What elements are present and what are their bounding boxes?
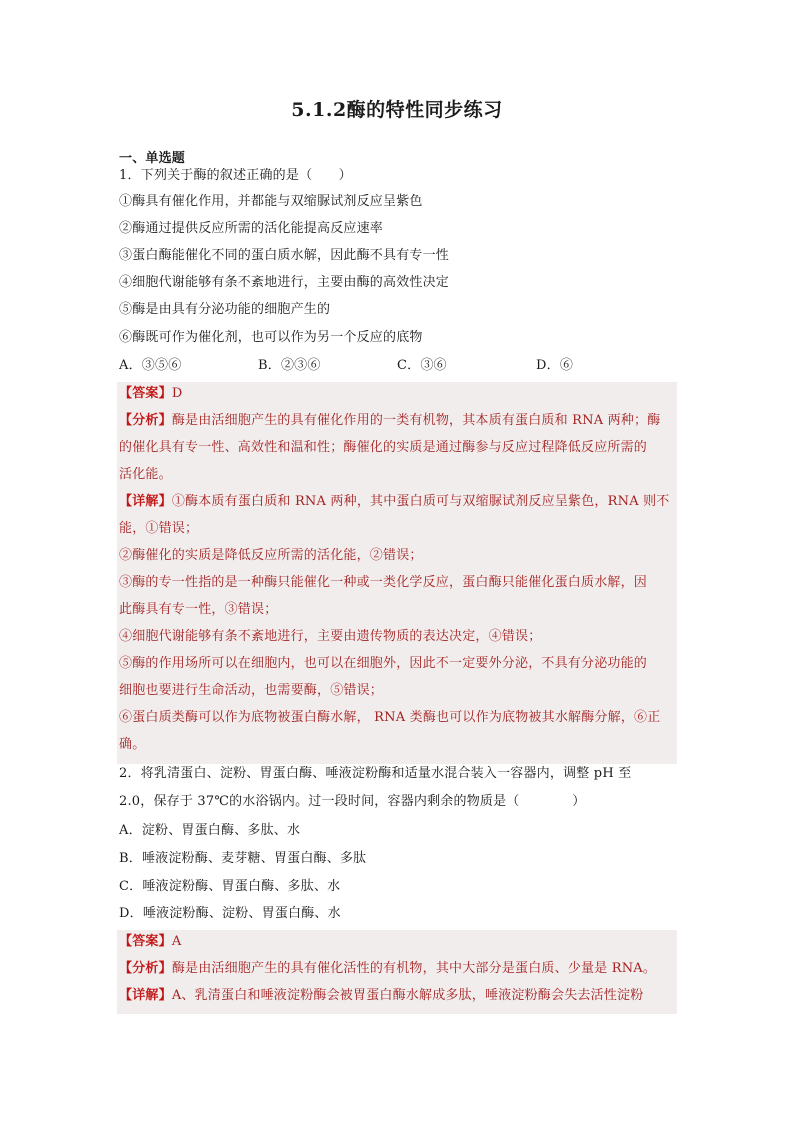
answer-value: A [171, 934, 182, 949]
q1-statement: ①酶具有催化作用，并都能与双缩脲试剂反应呈紫色 [119, 194, 423, 209]
analysis-tag: 【分析】 [119, 961, 172, 976]
q1-option: D．⑥ [536, 358, 574, 373]
q1-detail-line: 细胞也要进行生命活动，也需要酶，⑤错误； [119, 683, 384, 698]
q1-analysis-line: 的催化具有专一性、高效性和温和性；酶催化的实质是通过酶参与反应过程降低反应所需的 [119, 440, 648, 455]
detail-tag: 【详解】 [119, 494, 172, 509]
detail-text: A、乳清蛋白和唾液淀粉酶会被胃蛋白酶水解成多肽，唾液淀粉酶会失去活性淀粉 [171, 988, 644, 1003]
analysis-text: 酶是由活细胞产生的具有催化作用的一类有机物，其本质有蛋白质和 RNA 两种；酶 [171, 413, 661, 428]
q2-analysis [119, 959, 656, 979]
detail-tag: 【详解】 [119, 988, 172, 1003]
q1-answer [119, 384, 182, 404]
q1-option: C．③⑥ [397, 358, 447, 373]
q1-statement: ④细胞代谢能够有条不紊地进行，主要由酶的高效性决定 [119, 275, 450, 290]
q1-analysis [119, 411, 660, 431]
document-title: 5.1.2酶的特性同步练习 [291, 99, 503, 121]
q1-option: A．③⑤⑥ [119, 358, 182, 373]
q2-option: A．淀粉、胃蛋白酶、多肽、水 [119, 823, 301, 838]
q2-option: D．唾液淀粉酶、淀粉、胃蛋白酶、水 [119, 906, 341, 921]
q2-stem-line: 2.0，保存于 37℃的水浴锅内。过一段时间，容器内剩余的物质是（ ） [119, 794, 586, 809]
answer-tag: 【答案】 [119, 934, 172, 949]
q2-option: B．唾液淀粉酶、麦芽糖、胃蛋白酶、多肽 [119, 851, 367, 866]
q2-answer [119, 932, 181, 952]
q1-detail-line: ⑤酶的作用场所可以在细胞内，也可以在细胞外，因此不一定要外分泌，不具有分泌功能的 [119, 656, 648, 671]
analysis-text: 酶是由活细胞产生的具有催化活性的有机物，其中大部分是蛋白质、少量是 RNA。 [171, 961, 657, 976]
q1-statement: ⑥酶既可作为催化剂，也可以作为另一个反应的底物 [119, 330, 423, 345]
q2-stem: 2．将乳清蛋白、淀粉、胃蛋白酶、唾液淀粉酶和适量水混合装入一容器内，调整 pH 至 [119, 766, 632, 781]
q1-option: B．②③⑥ [258, 358, 321, 373]
q1-detail [119, 492, 670, 512]
answer-tag: 【答案】 [119, 386, 172, 401]
answer-value: D [171, 386, 183, 401]
q1-stem: 1．下列关于酶的叙述正确的是（ ） [119, 168, 352, 183]
q1-statement: ②酶通过提供反应所需的活化能提高反应速率 [119, 221, 384, 236]
q1-detail-line: ②酶催化的实质是降低反应所需的活化能，②错误； [119, 548, 423, 563]
q1-detail-line: ⑥蛋白质类酶可以作为底物被蛋白酶水解， RNA 类酶也可以作为底物被其水解酶分解，⑥正 [119, 710, 661, 725]
q1-detail-line: 确。 [119, 737, 146, 752]
q1-statement: ⑤酶是由具有分泌功能的细胞产生的 [119, 302, 331, 317]
q1-detail-line: ③酶的专一性指的是一种酶只能催化一种或一类化学反应，蛋白酶只能催化蛋白质水解，因 [119, 575, 648, 590]
q1-detail-line: 能，①错误； [119, 521, 199, 536]
q1-analysis-line: 活化能。 [119, 467, 172, 482]
detail-text: ①酶本质有蛋白质和 RNA 两种，其中蛋白质可与双缩脲试剂反应呈紫色，RNA 则不 [171, 494, 670, 509]
q2-option: C．唾液淀粉酶、胃蛋白酶、多肽、水 [119, 879, 341, 894]
q1-detail-line: ④细胞代谢能够有条不紊地进行，主要由遗传物质的表达决定，④错误； [119, 629, 542, 644]
analysis-tag: 【分析】 [119, 413, 172, 428]
q2-detail [119, 986, 643, 1006]
q1-statement: ③蛋白酶能催化不同的蛋白质水解，因此酶不具有专一性 [119, 248, 450, 263]
section-heading: 一、单选题 [119, 151, 186, 166]
q1-detail-line: 此酶具有专一性，③错误； [119, 602, 278, 617]
